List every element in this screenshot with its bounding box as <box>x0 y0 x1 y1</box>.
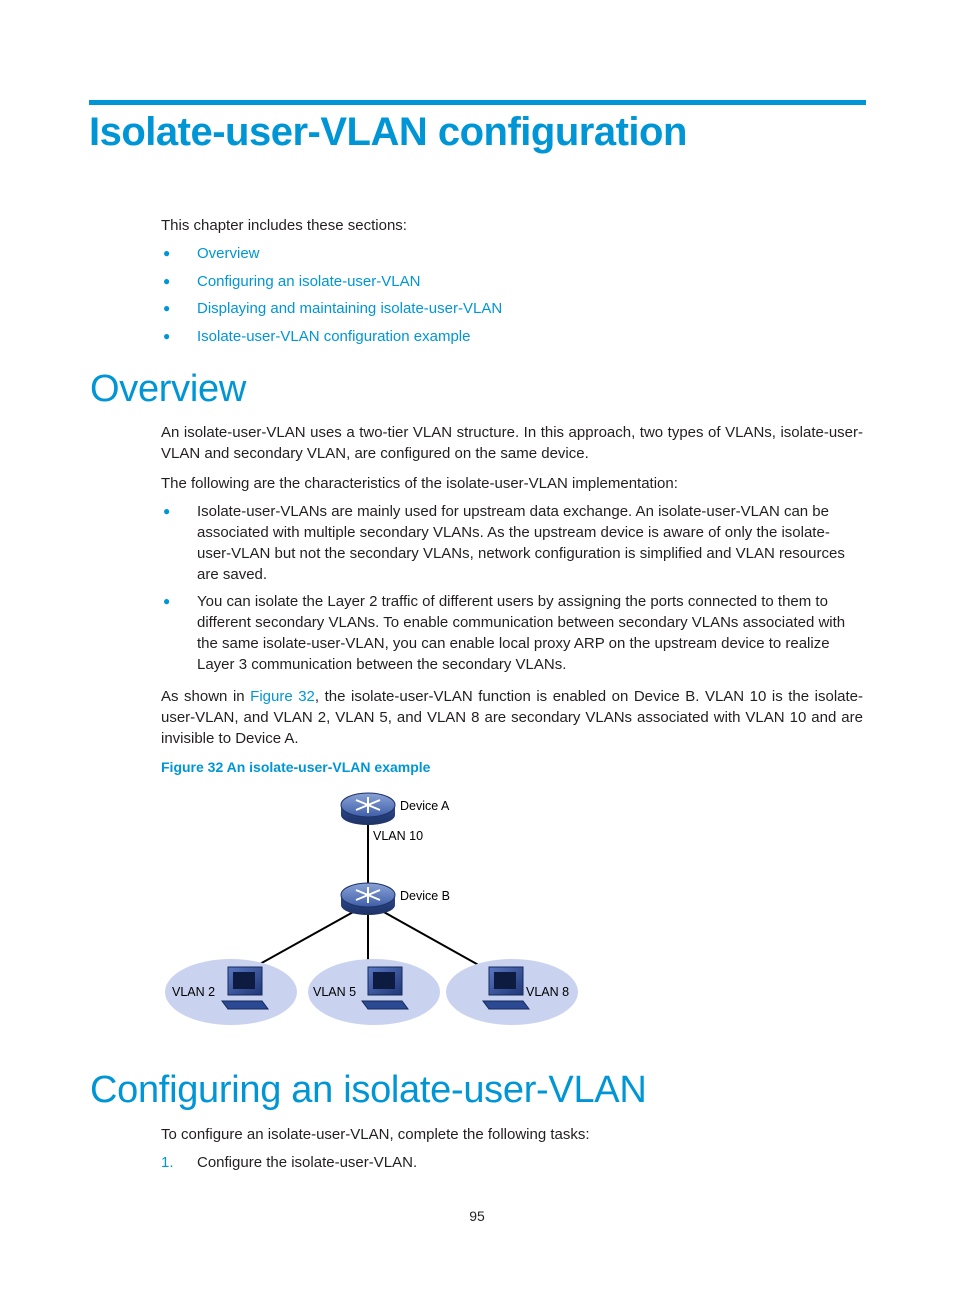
toc-item[interactable] <box>161 326 863 347</box>
section-link-list <box>161 243 863 353</box>
list-item-text: You can isolate the Layer 2 traffic of different users by assigning the ports connected to them to different secondary VLANs. To enable communication between secondary VLANs associated with the same isolate-user-VLAN, you can enable local proxy ARP on the upstream device to realize Layer 3 communication between the secondary VLANs. <box>197 593 846 673</box>
toc-item[interactable] <box>161 298 863 319</box>
para3-text-end: , the isolate-user-VLAN function is enabled on Device B. VLAN 10 is the isolate-user-VLAN, and VLAN 2, VLAN 5, and VLAN 8 are secondary VLANs associated with VLAN 10 and are invisible to Device A. <box>161 688 864 747</box>
bullet-icon: ● <box>163 328 171 343</box>
overview-paragraph-3 <box>161 686 863 749</box>
bullet-icon: ● <box>163 273 171 288</box>
vlan-5-pc-icon <box>362 967 408 1009</box>
page-number: 95 <box>469 1208 485 1224</box>
overview-heading: Overview <box>90 368 246 410</box>
figure-32-link[interactable]: Figure 32 <box>250 688 315 705</box>
vlan-10-label: VLAN 10 <box>373 829 424 843</box>
figure-caption: Figure 32 An isolate-user-VLAN example <box>161 759 431 775</box>
bullet-icon: ● <box>163 594 171 608</box>
overview-paragraph-1: An isolate-user-VLAN uses a two-tier VLAN structure. In this approach, two types of VLANs, isolate-user-VLAN and secondary VLAN, are configured on the same device. <box>161 424 863 462</box>
toc-link-overview[interactable]: Overview <box>197 245 260 262</box>
overview-paragraph-2: The following are the characteristics of the isolate-user-VLAN implementation: <box>161 475 678 492</box>
device-b-switch-icon <box>341 883 395 915</box>
device-a-label: Device A <box>400 799 450 813</box>
vlan-2-label: VLAN 2 <box>172 985 216 999</box>
para3-text-start: As shown in <box>161 688 251 705</box>
vlan-2-pc-icon <box>222 967 268 1009</box>
vlan-8-label: VLAN 8 <box>526 985 570 999</box>
device-b-label: Device B <box>400 889 451 903</box>
toc-link-example[interactable]: Isolate-user-VLAN configuration example <box>197 327 471 345</box>
network-diagram <box>150 785 590 1035</box>
toc-item[interactable] <box>161 243 863 264</box>
device-a-switch-icon <box>341 793 395 825</box>
list-item-text: Isolate-user-VLANs are mainly used for upstream data exchange. An isolate-user-VLAN can be associated with multiple secondary VLANs. As the upstream device is aware of only the isolate-user-VLAN but not the secondary VLANs, network configuration is simplified and VLAN resources are saved. <box>197 503 845 583</box>
chapter-title: Isolate-user-VLAN configuration <box>89 110 687 154</box>
toc-link-configuring[interactable]: Configuring an isolate-user-VLAN <box>197 272 421 290</box>
configuring-heading: Configuring an isolate-user-VLAN <box>90 1069 647 1111</box>
toc-link-displaying[interactable]: Displaying and maintaining isolate-user-VLAN <box>197 300 503 317</box>
bullet-icon: ● <box>163 504 171 518</box>
list-item <box>161 591 863 675</box>
bullet-icon: ● <box>163 301 171 315</box>
task-list <box>161 1152 417 1173</box>
step-number: 1. <box>161 1154 174 1171</box>
vlan-8-pc-icon <box>483 967 529 1009</box>
intro-text: This chapter includes these sections: <box>161 217 407 234</box>
bullet-icon: ● <box>163 246 171 260</box>
list-item <box>161 501 863 585</box>
chapter-rule <box>89 100 866 105</box>
toc-item[interactable] <box>161 271 863 292</box>
characteristics-list <box>161 501 863 681</box>
step-text: Configure the isolate-user-VLAN. <box>197 1154 418 1171</box>
configuring-intro: To configure an isolate-user-VLAN, complete the following tasks: <box>161 1126 590 1143</box>
vlan-5-label: VLAN 5 <box>313 985 357 999</box>
